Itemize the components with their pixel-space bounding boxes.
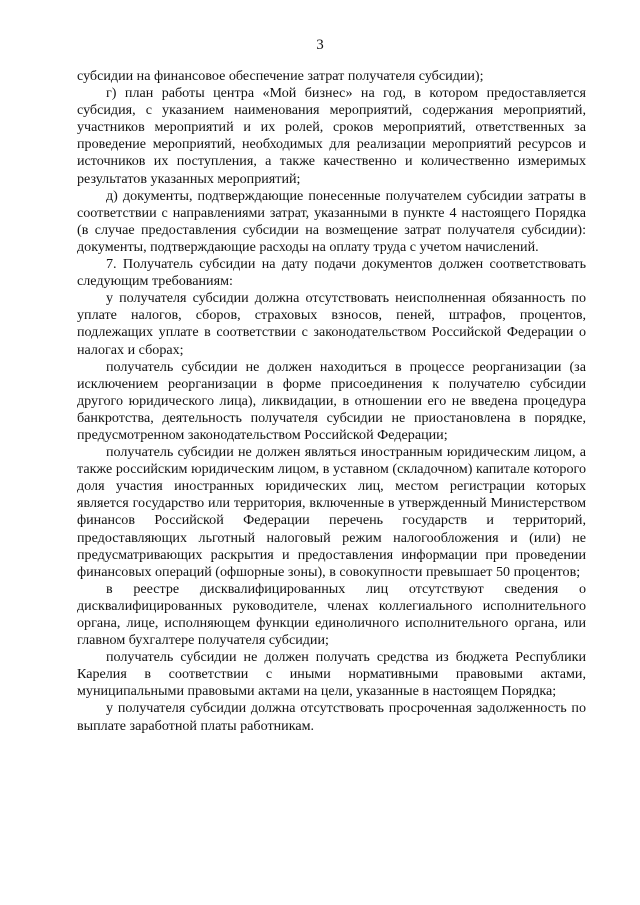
- document-body: [77, 68, 586, 735]
- paragraph-requirement-wages: у получателя субсидии должна отсутствовать просроченная задолженность по выплате заработной платы работникам.: [77, 700, 586, 734]
- paragraph-requirement-budget-funds: получатель субсидии не должен получать средства из бюджета Республики Карелия в соответствии с иными нормативными правовыми актами, муниципальными правовыми актами на цели, указанные в настоящем Порядка;: [77, 649, 586, 700]
- paragraph-item-d: д) документы, подтверждающие понесенные получателем субсидии затраты в соответствии с направлениями затрат, указанными в пункте 4 настоящего Порядка (в случае предоставления субсидии на возмещение затрат получателя субсидии): документы, подтверждающие расходы на оплату труда с учетом начислений.: [77, 187, 586, 255]
- paragraph-requirement-taxes: у получателя субсидии должна отсутствовать неисполненная обязанность по уплате налогов, сборов, страховых взносов, пеней, штрафов, процентов, подлежащих уплате в соответствии с законодательством Российской Федерации о налогах и сборах;: [77, 290, 586, 358]
- paragraph-item-g: г) план работы центра «Мой бизнес» на год, в котором предоставляется субсидия, с указанием наименования мероприятий, содержания мероприятий, участников мероприятий и их ролей, сроков мероприятий, ответственных за проведение мероприятий, необходимых для реализации мероприятий ресурсов и источников их поступления, а также качественно и количественно измеримых результатов указанных мероприятий;: [77, 85, 586, 187]
- paragraph-requirement-foreign-entity: получатель субсидии не должен являться иностранным юридическим лицом, а также российским юридическим лицом, в уставном (складочном) капитале которого доля участия иностранных юридических лиц, местом регистрации которых является государство или территория, включенные в утвержденный Министерством финансов Российской Федерации перечень государств и территорий, предоставляющих льготный налоговый режим налогообложения и (или) не предусматривающих раскрытия и предоставления информации при проведении финансовых операций (офшорные зоны), в совокупности превышает 50 процентов;: [77, 444, 586, 580]
- paragraph-clause-7: 7. Получатель субсидии на дату подачи документов должен соответствовать следующим требованиям:: [77, 256, 586, 290]
- paragraph-requirement-reorganization: получатель субсидии не должен находиться в процессе реорганизации (за исключением реорганизации в форме присоединения к получателю субсидии другого юридического лица), ликвидации, в отношении его не введена процедура банкротства, деятельность получателя субсидии не приостановлена в порядке, предусмотренном законодательством Российской Федерации;: [77, 358, 586, 443]
- paragraph-requirement-disqualified: в реестре дисквалифицированных лиц отсутствуют сведения о дисквалифицированных руководителе, членах коллегиального исполнительного органа, лице, исполняющем функции единоличного исполнительного органа, или главном бухгалтере получателя субсидии;: [77, 580, 586, 649]
- paragraph-continuation: субсидии на финансовое обеспечение затрат получателя субсидии);: [77, 68, 484, 84]
- page-number: 3: [316, 37, 324, 53]
